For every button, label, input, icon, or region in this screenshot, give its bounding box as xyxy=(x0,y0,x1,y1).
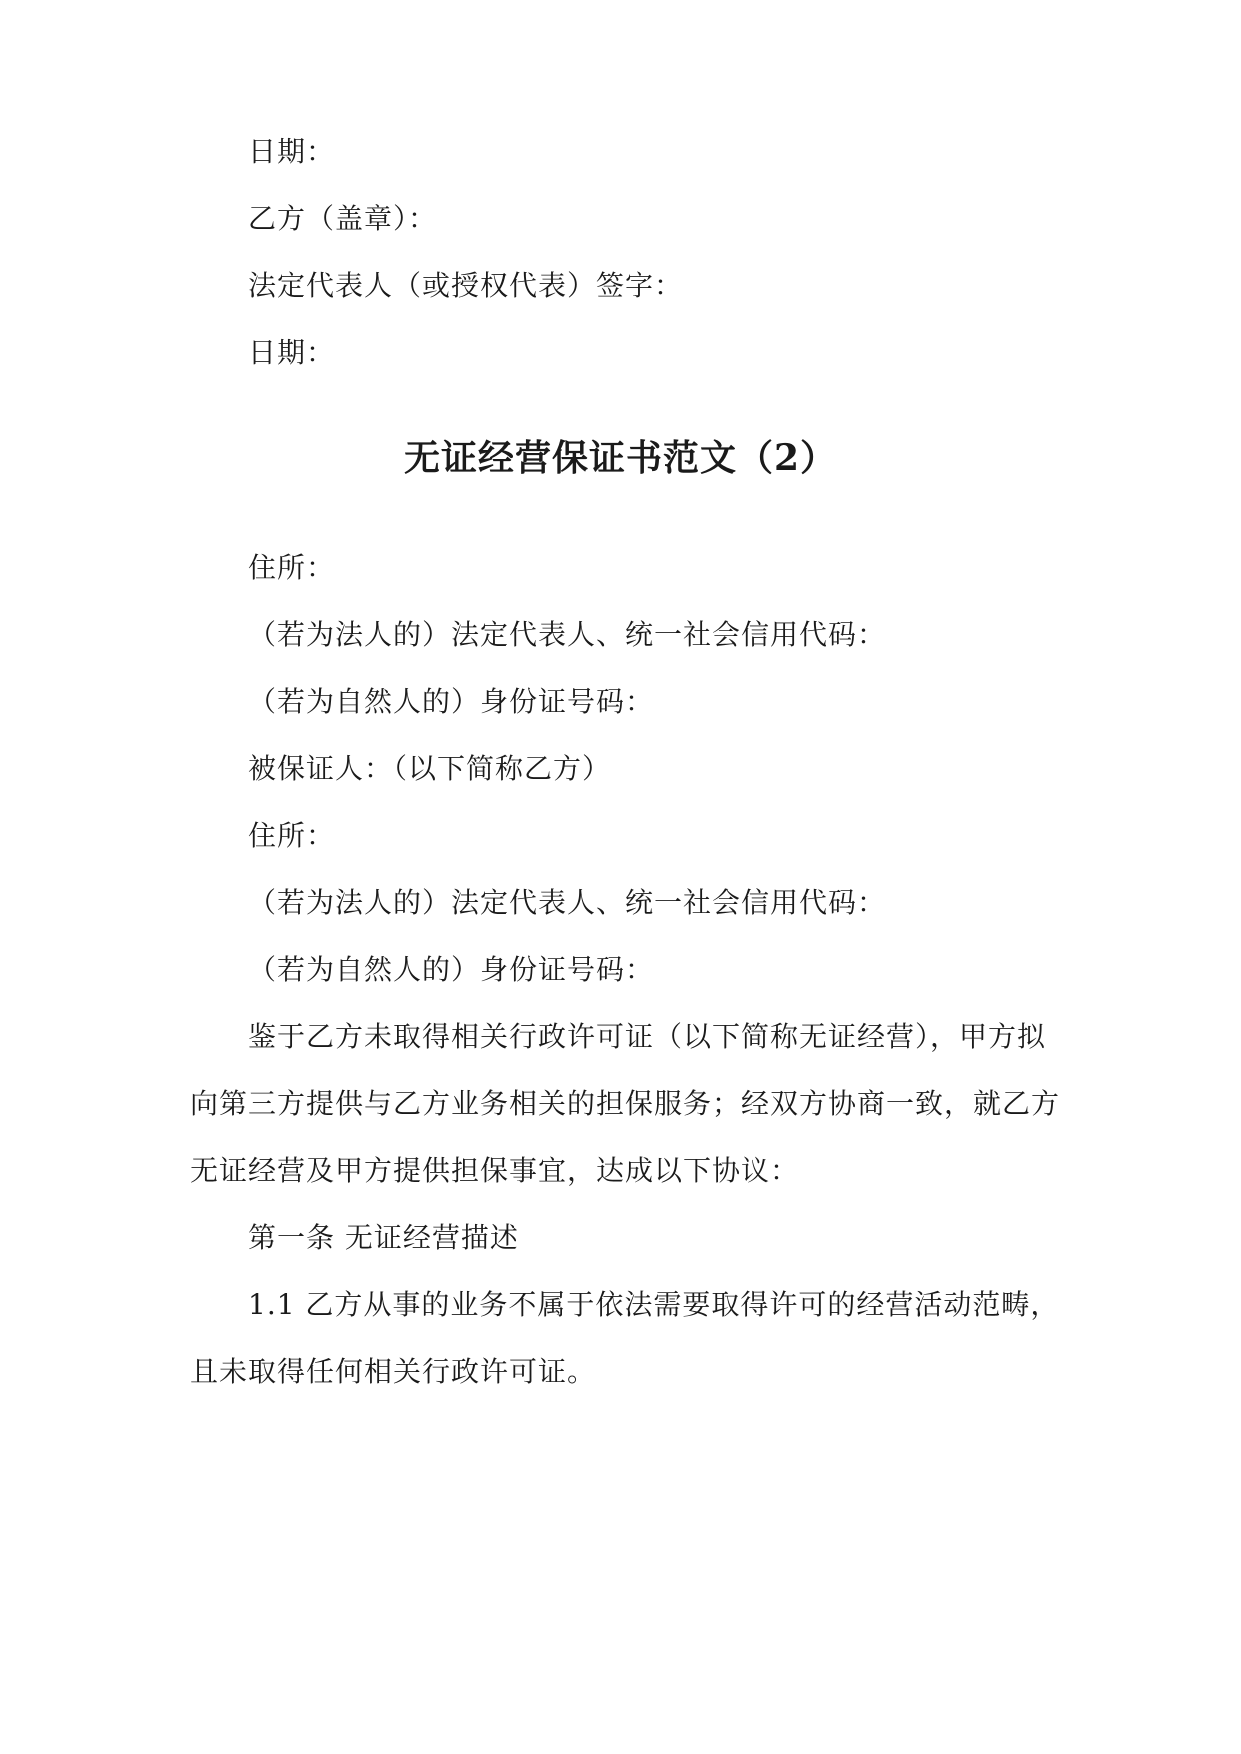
party-b-seal-label: 乙方（盖章）： xyxy=(248,202,438,235)
document-title: 无证经营保证书范文（2） xyxy=(403,437,838,479)
natural-person-id-label: （若为自然人的）身份证号码： xyxy=(248,953,655,986)
preamble-line: 无证经营及甲方提供担保事宜，达成以下协议： xyxy=(190,1154,800,1187)
legal-person-code-label: （若为法人的）法定代表人、统一社会信用代码： xyxy=(248,618,887,651)
legal-representative-signature-label: 法定代表人（或授权代表）签字： xyxy=(248,269,684,302)
date-label: 日期： xyxy=(248,336,336,369)
natural-person-id-label: （若为自然人的）身份证号码： xyxy=(248,685,655,718)
clause-text: 且未取得任何相关行政许可证。 xyxy=(190,1355,597,1388)
date-label: 日期： xyxy=(248,135,336,168)
clause-text: 1.1 乙方从事的业务不属于依法需要取得许可的经营活动范畴， xyxy=(248,1288,1060,1321)
address-label: 住所： xyxy=(248,819,336,852)
preamble-line: 鉴于乙方未取得相关行政许可证（以下简称无证经营），甲方拟 xyxy=(248,1020,1047,1053)
guaranteed-party-label: 被保证人：（以下简称乙方） xyxy=(248,752,612,785)
legal-person-code-label: （若为法人的）法定代表人、统一社会信用代码： xyxy=(248,886,887,919)
article-heading: 第一条 无证经营描述 xyxy=(248,1221,519,1254)
preamble-line: 向第三方提供与乙方业务相关的担保服务；经双方协商一致，就乙方 xyxy=(190,1087,1061,1120)
address-label: 住所： xyxy=(248,551,336,584)
